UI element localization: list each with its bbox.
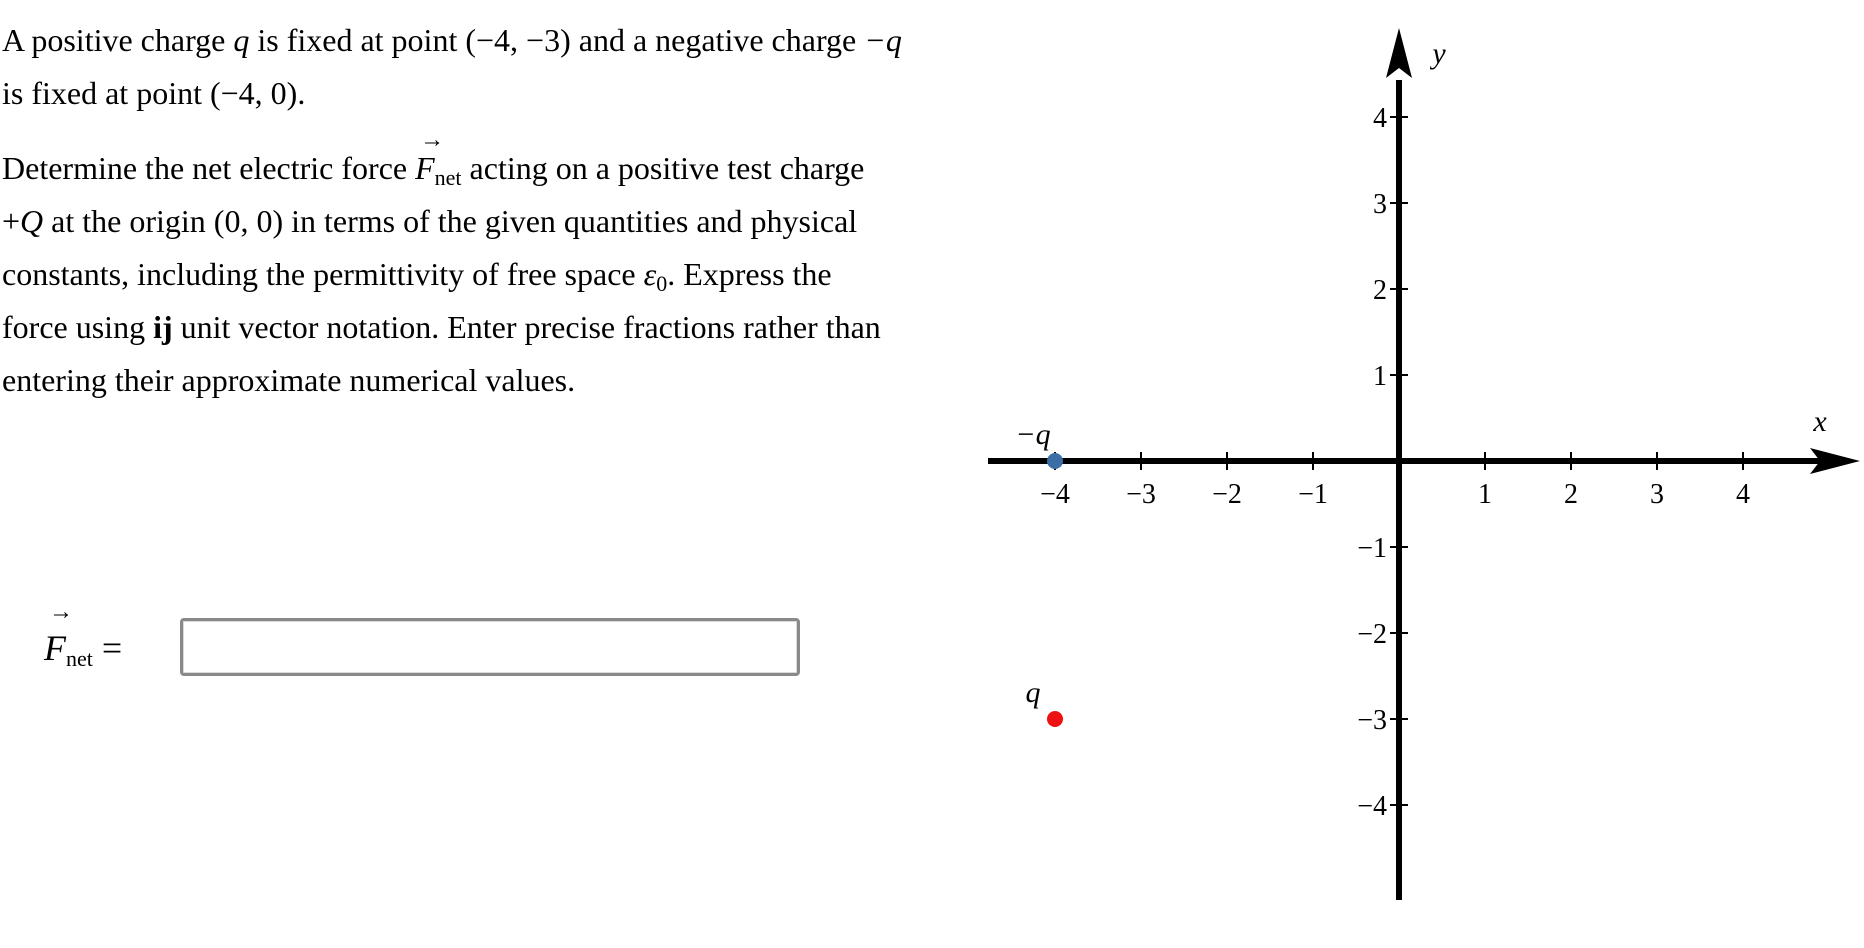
net-subscript: net [66,646,93,671]
answer-row [44,618,180,678]
charges [1015,418,1063,727]
equals-sign: = [101,628,123,668]
problem-paragraph-1 [2,14,902,120]
y-axis-arrowhead [1386,28,1412,78]
problem-text: at the origin (0, 0) in terms of the given quantities and physical constants, including the permittivity of free space [2,203,858,292]
x-tick-label: −1 [1298,479,1328,510]
answer-label [44,627,180,669]
coordinate-plot [980,20,1860,900]
x-tick-label: 4 [1736,479,1750,510]
charge-point [1047,711,1063,727]
charge-point [1047,453,1063,469]
unit-vector-notation: ij [153,309,173,345]
problem-statement [2,14,902,407]
x-tick-label: −2 [1212,479,1242,510]
epsilon-subscript: 0 [656,271,668,296]
charge-negq-symbol: −q [864,22,902,58]
charge-label: −q [1015,418,1051,451]
force-vector-symbol: → F [44,627,66,669]
y-tick-label: −3 [1357,705,1387,736]
y-tick-label: −4 [1357,791,1387,822]
x-axis-label: x [1813,405,1827,438]
x-tick-label: 1 [1478,479,1492,510]
x-tick-label: −3 [1126,479,1156,510]
y-tick-label: 3 [1373,189,1387,220]
y-tick-label: −2 [1357,619,1387,650]
y-tick-label: 2 [1373,275,1387,306]
x-tick-label: 3 [1650,479,1664,510]
y-axis-label: y [1432,37,1446,70]
problem-text: unit vector notation. Enter precise fractions rather than entering their approximate numerical values. [2,309,881,398]
x-tick-label: −4 [1040,479,1070,510]
y-tick-label: −1 [1357,533,1387,564]
epsilon-symbol: ε [643,256,657,292]
charge-label: q [1025,676,1041,709]
y-tick-label: 4 [1373,103,1387,134]
x-tick-label: 2 [1564,479,1578,510]
problem-text: acting on a positive test charge + [2,150,865,239]
test-charge-symbol: Q [20,203,44,239]
problem-text: . Express the force using [2,256,832,345]
charge-q-symbol: q [233,22,250,58]
problem-text: is fixed at point (−4, −3) and a negative charge [249,22,865,58]
problem-text: Determine the net electric force [2,150,416,186]
problem-paragraph-2 [2,142,902,407]
y-tick-label: 1 [1373,361,1387,392]
force-answer-input[interactable] [180,618,800,676]
net-subscript: net [434,165,462,190]
force-vector-symbol: → F [415,142,435,195]
problem-text: is fixed at point (−4, 0). [2,75,306,111]
problem-text: A positive charge [2,22,234,58]
